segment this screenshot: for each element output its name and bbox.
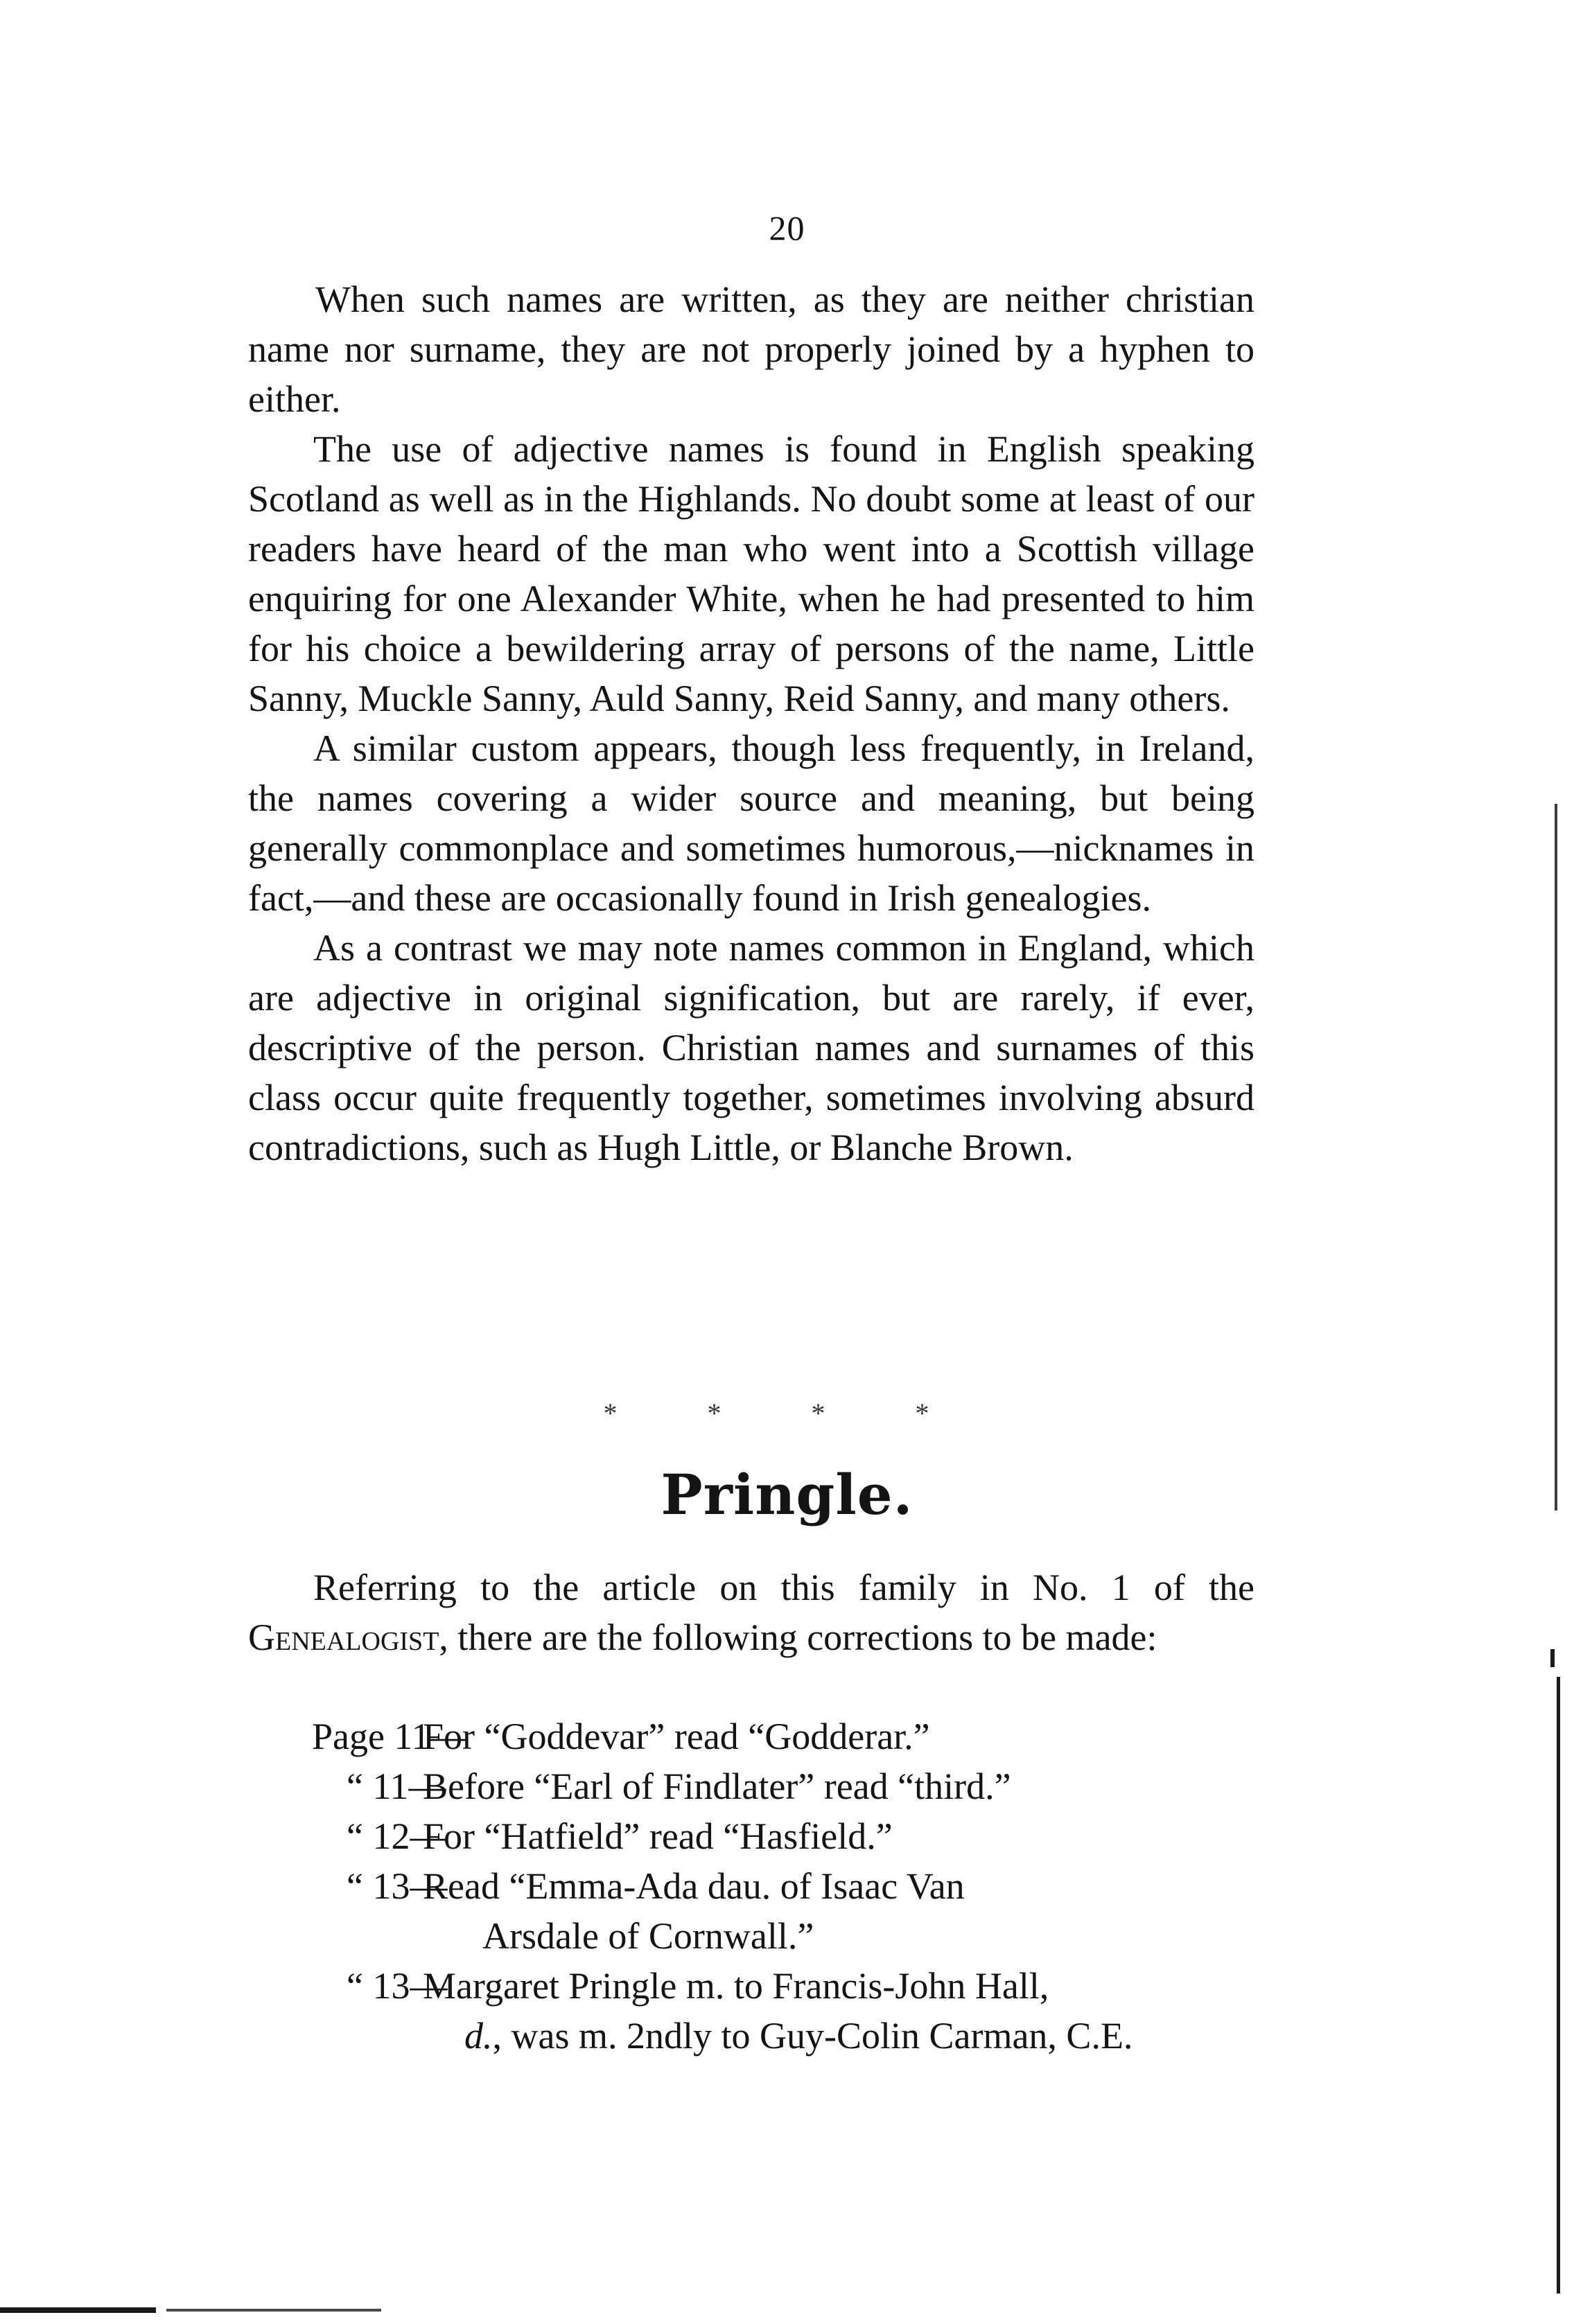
scan-bottom-rule [0,2307,156,2313]
correction-text: Read “Emma-Ada dau. of Isaac Van [423,1865,965,1907]
intro-before: Referring to the article on this family in No. 1 of the [313,1567,1254,1608]
scan-edge-line [1555,804,1557,1511]
journal-name: Genealogist [248,1617,439,1658]
paragraph [248,1562,1254,1662]
correction-text: For “Hatfield” read “Hasfield.” [423,1815,893,1857]
correction-page: “ 11— [347,1766,446,1807]
page-number: 20 [769,209,805,247]
paragraph: A similar custom appears, though less frequently, in Ireland, the names covering a wider source and meaning, but being generally commonplace and sometimes humorous,—nicknames in fact,—and these are occasionally found in Irish genealogies. [248,728,1254,919]
correction-page: “ 13— [347,1865,448,1907]
continuation-text: , was m. 2ndly to Guy-Colin Carman, C.E. [492,2015,1133,2057]
section-title: Pringle. [661,1462,913,1527]
correction-item [248,1811,1254,1861]
scan-edge-line [1557,1677,1560,2294]
correction-continuation [248,2011,1254,2061]
scan-bottom-rule [166,2309,381,2312]
correction-text: For “Goddevar” read “Godderar.” [423,1716,930,1757]
corrections-list [248,1711,1254,2061]
scan-edge-mark [1550,1649,1555,1667]
correction-continuation: Arsdale of Cornwall.” [482,1915,814,1957]
correction-item [248,1761,1254,1811]
section-separator: * * * * [603,1398,971,1429]
correction-text: Before “Earl of Findlater” read “third.” [423,1766,1011,1807]
intro-after: , there are the following corrections to be made: [439,1617,1157,1658]
paragraph: When such names are written, as they are neither christian name nor surname, they are not properly joined by a hyphen to either. [248,279,1254,420]
correction-item [248,1861,1254,1911]
body-text [248,274,1254,1172]
correction-item [248,1961,1254,2011]
paragraph: As a contrast we may note names common in England, which are adjective in original signification, but are rarely, if ever, descriptive of the person. Christian names and surnames of this class occur quite frequently together, sometimes involving absurd contradictions, such as Hugh Little, or Blanche Brown. [248,927,1254,1168]
correction-text: Margaret Pringle m. to Francis-John Hall, [423,1965,1049,2007]
correction-page: “ 13— [347,1965,448,2007]
correction-item [248,1711,1254,1761]
correction-page: “ 12— [347,1815,448,1857]
correction-page: Page 11— [312,1716,468,1757]
paragraph: The use of adjective names is found in English speaking Scotland as well as in the Highlands. No doubt some at least of our readers have heard of the man who went into a Scottish village enquiring for one Alexander White, when he had presented to him for his choice a bewildering array of persons of the name, Little Sanny, Muckle Sanny, Auld Sanny, Reid Sanny, and many others. [248,428,1254,719]
died-abbrev: d. [464,2015,493,2057]
intro-paragraph [248,1562,1254,1662]
